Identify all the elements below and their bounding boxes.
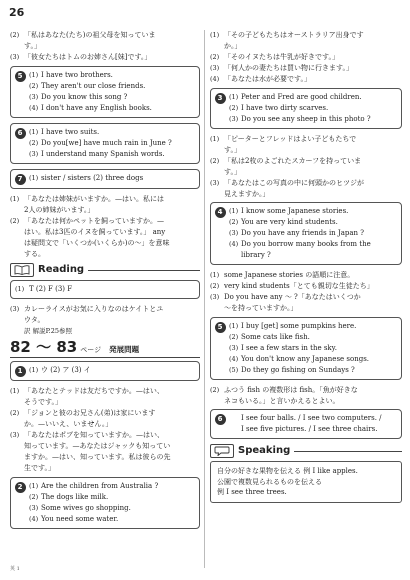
answer-lines [10, 30, 200, 63]
text-line [229, 424, 396, 435]
text-line [210, 156, 402, 167]
answer-box-6 [210, 409, 402, 439]
item-text: Do you borrow many books from the [241, 240, 371, 248]
translation-lines [210, 30, 402, 85]
item-text: は疑問文で「いくつか(いくらか)の〜」を意味 [24, 238, 170, 247]
item-number [10, 205, 24, 216]
item-text: T (2) F (3) F [29, 285, 73, 293]
item-number: (2) [229, 332, 239, 341]
answer-box-3 [210, 88, 402, 129]
item-text: 〜を持っていますか。」 [224, 304, 298, 312]
item-text: I don't have any English books. [41, 103, 152, 112]
page-unit: ページ [80, 345, 102, 354]
item-text: Peter and Fred are good children. [241, 92, 362, 101]
text-line [210, 41, 402, 52]
item-text: 「私はあなた(たち)の祖父母を知っていま [24, 31, 156, 39]
item-text: 「あなたはこの写真の中に何頭かのヒツジが [224, 178, 364, 187]
item-number [10, 238, 24, 249]
item-number [210, 167, 224, 178]
text-line [210, 63, 402, 74]
item-number [10, 315, 24, 326]
column-divider [204, 30, 205, 568]
item-number [10, 227, 24, 238]
item-number [229, 413, 241, 424]
item-number: (2) [210, 156, 220, 165]
item-number: (2) [229, 103, 239, 112]
text-line [229, 114, 396, 125]
reading-lines [10, 304, 200, 326]
item-text: す。」 [224, 167, 241, 176]
item-number: (2) [229, 218, 239, 226]
text-line [29, 514, 194, 525]
item-text: Do you see any sheep in this photo ? [241, 114, 371, 123]
answer-box-4 [210, 202, 402, 265]
item-number: (3) [10, 431, 20, 439]
speaking-title: Speaking [238, 444, 291, 456]
item-text: か。」 [224, 42, 242, 50]
text-line [10, 227, 200, 238]
text-line [229, 354, 396, 365]
item-number: (1) [29, 127, 39, 136]
text-line [10, 441, 200, 452]
item-text: They aren't our close friends. [41, 81, 146, 90]
text-line [10, 238, 200, 249]
speaking-line: 自分の好きな果物を伝える 例 I like apples. [217, 467, 358, 475]
section-rule [88, 270, 200, 271]
item-text: I have two brothers. [41, 70, 113, 79]
text-line [10, 304, 200, 315]
item-number [210, 41, 224, 52]
item-text: 2人の姉妹がいます。」 [24, 205, 95, 214]
text-line [229, 321, 396, 332]
text-line [229, 92, 396, 103]
text-line [29, 127, 194, 138]
text-line [10, 30, 200, 41]
book-icon [10, 263, 34, 277]
item-text: ますか。—はい、知っています。私は彼らの先 [24, 453, 171, 461]
text-line [210, 74, 402, 85]
item-number: (1) [15, 285, 25, 293]
item-text: 「何人かの妻たちは買い物に行きます。」 [224, 64, 353, 72]
question-number-badge: 1 [15, 366, 26, 377]
item-text: ふつう fish の複数形は fish。「魚が好きな [224, 385, 358, 394]
item-number: (3) [29, 92, 39, 101]
item-number [229, 424, 241, 435]
text-line [10, 397, 200, 408]
item-number [210, 303, 224, 314]
item-number: (2) [210, 385, 220, 394]
item-number: (4) [210, 75, 220, 83]
item-number: (2) [29, 492, 39, 501]
item-number: (1) [10, 387, 20, 395]
text-line [210, 303, 402, 314]
item-text: 生です。」 [24, 464, 55, 472]
item-number: (1) [210, 134, 220, 143]
text-line [210, 134, 402, 145]
translation-note: 訳 解説P.25参照 [24, 327, 72, 335]
item-text: Do you have any 〜 ?「あなたはいくつか [224, 293, 361, 301]
text-line [29, 81, 194, 92]
item-text: Some wives go shopping. [41, 503, 131, 512]
item-text: する。 [24, 249, 45, 258]
section-rule [294, 451, 402, 452]
item-text: ウタ。 [24, 316, 45, 324]
item-text: 「あなたはポブを知っていますか。—はい、 [24, 431, 164, 439]
item-text: very kind students「とても親切な生徒たち」 [224, 282, 374, 290]
item-number: (2) [210, 282, 220, 290]
answer-box-7 [10, 169, 200, 189]
reading-section-header [10, 263, 200, 277]
question-number-badge: 2 [15, 482, 26, 493]
item-number [210, 145, 224, 156]
item-text: I see four balls. / I see two computers. / [241, 414, 382, 422]
text-line [10, 41, 200, 52]
text-line [29, 173, 194, 184]
text-line [210, 145, 402, 156]
item-text: library ? [241, 251, 271, 259]
speaking-line: 公園で複数見られるものを伝える [217, 477, 322, 486]
item-text: I have two dirty scarves. [241, 103, 329, 112]
item-text: Are the children from Australia ? [41, 481, 159, 490]
text-line [29, 503, 194, 514]
translation-lines [210, 134, 402, 200]
text-line [10, 216, 200, 227]
item-number: (3) [229, 114, 239, 123]
page-range: 82 ～ 83 [10, 337, 78, 356]
item-number: (2) [29, 138, 39, 147]
text-line [229, 365, 396, 376]
answer-box-1 [10, 361, 200, 381]
item-text: す。」 [224, 145, 241, 154]
item-number: (4) [29, 514, 39, 523]
page-number: 26 [9, 6, 25, 19]
item-number: (3) [229, 229, 239, 237]
item-text: I have two suits. [41, 127, 100, 136]
item-number: (3) [210, 293, 220, 301]
item-number: (1) [229, 92, 239, 101]
text-line [210, 189, 402, 200]
item-number: (2) [10, 31, 20, 39]
question-number-badge: 6 [15, 128, 26, 139]
item-text: 「ジョンと彼のお兄さん(弟)は家にいます [24, 409, 156, 417]
text-line [210, 52, 402, 63]
question-number-badge: 6 [215, 414, 226, 425]
item-number: (1) [29, 70, 39, 79]
item-text: Do you have any friends in Japan ? [241, 229, 365, 237]
item-number: (4) [229, 240, 239, 248]
speaking-line: 例 I see three trees. [217, 488, 287, 496]
answer-box-5 [10, 66, 200, 118]
item-text: 「そのイヌたちは牛乳が好きです。」 [224, 53, 339, 61]
answer-box-5 [210, 317, 402, 380]
question-number-badge: 7 [15, 174, 26, 185]
item-text: The dogs like milk. [41, 492, 109, 501]
text-line [29, 149, 194, 160]
item-text: You are very kind students. [241, 218, 338, 226]
text-line [210, 167, 402, 178]
answer-box-2 [10, 477, 200, 529]
text-line [229, 217, 396, 228]
left-column [10, 30, 200, 534]
text-line [229, 250, 396, 261]
text-line [229, 343, 396, 354]
answer-box-6 [10, 123, 200, 164]
item-text: はい。私は3匹のイヌを飼っています。」 any [24, 227, 166, 236]
item-number: (2) [210, 53, 220, 61]
item-number: (1) [210, 271, 220, 279]
item-text: You need some water. [41, 514, 119, 523]
item-number: (1) [229, 321, 239, 330]
item-text: 「私は2枚のよごれたスカーフを持っていま [224, 156, 362, 165]
question-number-badge: 3 [215, 93, 226, 104]
item-number: (3) [29, 149, 39, 158]
text-line [29, 92, 194, 103]
text-line [10, 408, 200, 419]
item-text: Some cats like fish. [241, 332, 310, 341]
item-text: 「あなたは何かペットを飼っていますか。— [24, 216, 164, 225]
section-label: 発展問題 [109, 344, 140, 354]
item-number: (2) [10, 216, 20, 225]
item-text: Do you know this song ? [41, 92, 128, 101]
text-line [210, 281, 402, 292]
speaking-box [210, 461, 402, 503]
explanation-lines [210, 385, 402, 407]
footer-code: 英 1 [10, 565, 20, 572]
item-number: (3) [210, 178, 220, 187]
text-line [229, 239, 396, 250]
text-line [29, 70, 194, 81]
item-number: (3) [29, 503, 39, 512]
item-text: I see five pictures. / I see three chairs. [241, 425, 378, 433]
text-line [29, 481, 194, 492]
item-text: ネコもいる。」と言いかえるとよい。 [224, 396, 340, 405]
item-text: 「あなたは姉妹がいますか。—はい。私には [24, 194, 164, 203]
text-line [10, 194, 200, 205]
explanation-lines [10, 194, 200, 260]
text-line [210, 30, 402, 41]
text-line [10, 463, 200, 474]
item-text: sister / sisters (2) three dogs [41, 173, 144, 182]
item-number: (3) [229, 343, 239, 352]
reading-title: Reading [38, 263, 85, 275]
text-line [229, 413, 396, 424]
item-text: Do you[we] have much rain in June ? [41, 138, 172, 147]
item-text: か。—いいえ、いません。」 [24, 420, 113, 428]
item-text: ウ (2) ア (3) イ [41, 366, 91, 374]
question-number-badge: 5 [15, 71, 26, 82]
text-line [29, 365, 194, 376]
text-line [10, 249, 200, 260]
item-number [229, 250, 241, 261]
item-number: (1) [29, 366, 39, 374]
question-number-badge: 5 [215, 322, 226, 333]
right-column [210, 30, 402, 503]
text-line [229, 228, 396, 239]
text-line [10, 315, 200, 326]
speech-bubble-icon [210, 444, 234, 458]
item-number: (3) [210, 64, 220, 72]
item-text: I know some Japanese stories. [241, 207, 349, 215]
item-number [10, 463, 24, 474]
item-number: (2) [29, 81, 39, 90]
item-text: 知っています。—あなたはジャックも知ってい [24, 442, 171, 450]
item-text: I understand many Spanish words. [41, 149, 165, 158]
text-line [229, 103, 396, 114]
item-number: (4) [29, 103, 39, 112]
item-text: 「その子どもたちはオーストラリア出身です [224, 31, 364, 39]
text-line [10, 386, 200, 397]
item-number: (3) [10, 53, 20, 61]
item-number [10, 452, 24, 463]
text-line [210, 385, 402, 396]
text-line [10, 452, 200, 463]
item-number [10, 419, 24, 430]
text-line [210, 270, 402, 281]
item-number [10, 249, 24, 260]
item-number: (5) [229, 365, 239, 374]
item-text: I see a few stars in the sky. [241, 343, 337, 352]
text-line [229, 206, 396, 217]
item-text: 「あなたとテッドは友だちですか。—はい、 [24, 387, 164, 395]
explanation-lines [210, 270, 402, 314]
explanation-lines [10, 386, 200, 474]
text-line [29, 103, 194, 114]
item-number [10, 41, 24, 52]
item-number [210, 396, 224, 407]
item-text: そうです。」 [24, 398, 62, 406]
speaking-section-header [210, 444, 402, 458]
page-range-header [10, 337, 200, 359]
item-text: 「あなたは水が必要です。」 [224, 75, 311, 83]
text-line [29, 492, 194, 503]
item-number: (1) [210, 31, 220, 39]
text-line [10, 52, 200, 63]
item-number: (2) [10, 409, 20, 417]
text-line [10, 205, 200, 216]
item-text: 「彼女たちはトムのお姉さん[妹]です。」 [24, 53, 152, 61]
item-text: す。」 [24, 42, 41, 50]
item-text: 見えますか。」 [224, 189, 270, 198]
item-text: 「ピーターとフレッドはよい子どもたちで [224, 134, 357, 143]
text-line [29, 138, 194, 149]
text-line [229, 332, 396, 343]
item-number: (1) [10, 194, 20, 203]
item-text: You don't know any Japanese songs. [241, 354, 370, 363]
item-text: I buy [get] some pumpkins here. [241, 321, 357, 330]
text-line [210, 178, 402, 189]
item-text: some Japanese stories の語順に注意。 [224, 271, 355, 279]
text-line [210, 396, 402, 407]
item-number: (1) [29, 481, 39, 490]
item-number [10, 441, 24, 452]
item-number: (1) [229, 207, 239, 215]
item-number: (1) [29, 173, 39, 182]
item-number: (3) [10, 305, 20, 313]
reading-answer-box [10, 280, 200, 299]
question-number-badge: 4 [215, 207, 226, 218]
item-number: (4) [229, 354, 239, 363]
text-line [10, 430, 200, 441]
item-text: Do they go fishing on Sundays ? [241, 365, 355, 374]
text-line [10, 419, 200, 430]
item-number [10, 397, 24, 408]
item-text: カレーライスがお気に入りなのはケイトとユ [24, 305, 164, 313]
item-number [210, 189, 224, 200]
text-line [210, 292, 402, 303]
